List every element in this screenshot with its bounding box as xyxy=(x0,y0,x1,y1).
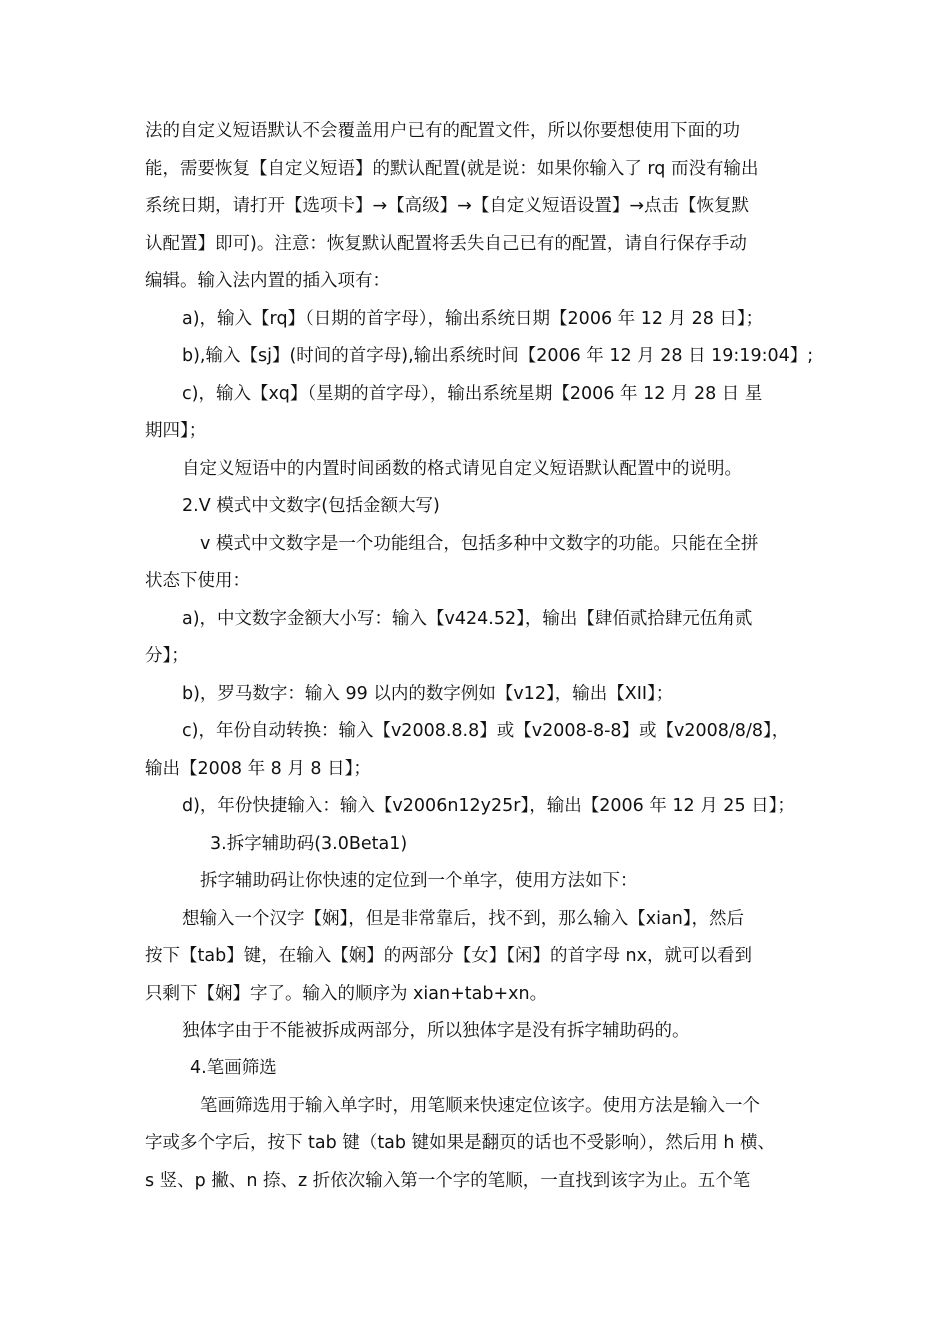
text-line-1: 法的自定义短语默认不会覆盖用户已有的配置文件，所以你要想使用下面的功 xyxy=(145,121,740,141)
text-line-4: 认配置】即可)。注意：恢复默认配置将丢失自己已有的配置，请自行保存手动 xyxy=(145,234,747,254)
text-line-5: 编辑。输入法内置的插入项有： xyxy=(145,271,390,291)
section-heading-2: 2.V 模式中文数字(包括金额大写) xyxy=(182,496,440,516)
text-line-8: c)，输入【xq】（星期的首字母），输出系统星期【2006 年 12 月 28 日 星 xyxy=(182,384,763,404)
text-line-3: 系统日期，请打开【选项卡】→【高级】→【自定义短语设置】→点击【恢复默 xyxy=(145,196,749,216)
text-line-23: 按下【tab】键，在输入【娴】的两部分【女】【闲】的首字母 nx，就可以看到 xyxy=(145,946,752,966)
text-line-16: b)，罗马数字：输入 99 以内的数字例如【v12】，输出【XII】； xyxy=(182,684,674,704)
text-line-19: d)，年份快捷输入：输入【v2006n12y25r】，输出【2006 年 12 月 25 日】； xyxy=(182,796,795,816)
text-line-17: c)，年份自动转换：输入【v2008.8.8】或【v2008-8-8】或【v2008/8/8】， xyxy=(182,721,790,741)
text-line-12: v 模式中文数字是一个功能组合，包括多种中文数字的功能。只能在全拼 xyxy=(200,534,759,554)
text-line-29: s 竖、p 撇、n 捺、z 折依次输入第一个字的笔顺，一直找到该字为止。五个笔 xyxy=(145,1171,751,1191)
text-line-7: b),输入【sj】(时间的首字母),输出系统时间【2006 年 12 月 28 日 19:19:04】; xyxy=(182,346,814,366)
section-heading-3: 3.拆字辅助码(3.0Beta1) xyxy=(210,834,408,854)
text-line-10: 自定义短语中的内置时间函数的格式请见自定义短语默认配置中的说明。 xyxy=(182,459,742,479)
text-line-22: 想输入一个汉字【娴】，但是非常靠后，找不到，那么输入【xian】，然后 xyxy=(182,909,745,929)
text-line-27: 笔画筛选用于输入单字时，用笔顺来快速定位该字。使用方法是输入一个 xyxy=(200,1096,760,1116)
text-line-14: a)，中文数字金额大小写：输入【v424.52】，输出【肆佰贰拾肆元伍角贰 xyxy=(182,609,753,629)
text-line-6: a)，输入【rq】（日期的首字母），输出系统日期【2006 年 12 月 28 日】； xyxy=(182,309,764,329)
text-line-15: 分】； xyxy=(145,646,189,666)
text-line-2: 能，需要恢复【自定义短语】的默认配置(就是说：如果你输入了 rq 而没有输出 xyxy=(145,159,759,179)
text-line-9: 期四】； xyxy=(145,421,207,441)
text-line-25: 独体字由于不能被拆成两部分，所以独体字是没有拆字辅助码的。 xyxy=(182,1021,690,1041)
text-line-28: 字或多个字后，按下 tab 键（tab 键如果是翻页的话也不受影响），然后用 h 横、 xyxy=(145,1133,776,1153)
section-heading-4: 4.笔画筛选 xyxy=(190,1058,277,1078)
text-line-13: 状态下使用： xyxy=(145,571,250,591)
text-line-18: 输出【2008 年 8 月 8 日】； xyxy=(145,759,371,779)
text-line-21: 拆字辅助码让你快速的定位到一个单字，使用方法如下： xyxy=(200,871,638,891)
text-line-24: 只剩下【娴】字了。输入的顺序为 xian+tab+xn。 xyxy=(145,984,548,1004)
